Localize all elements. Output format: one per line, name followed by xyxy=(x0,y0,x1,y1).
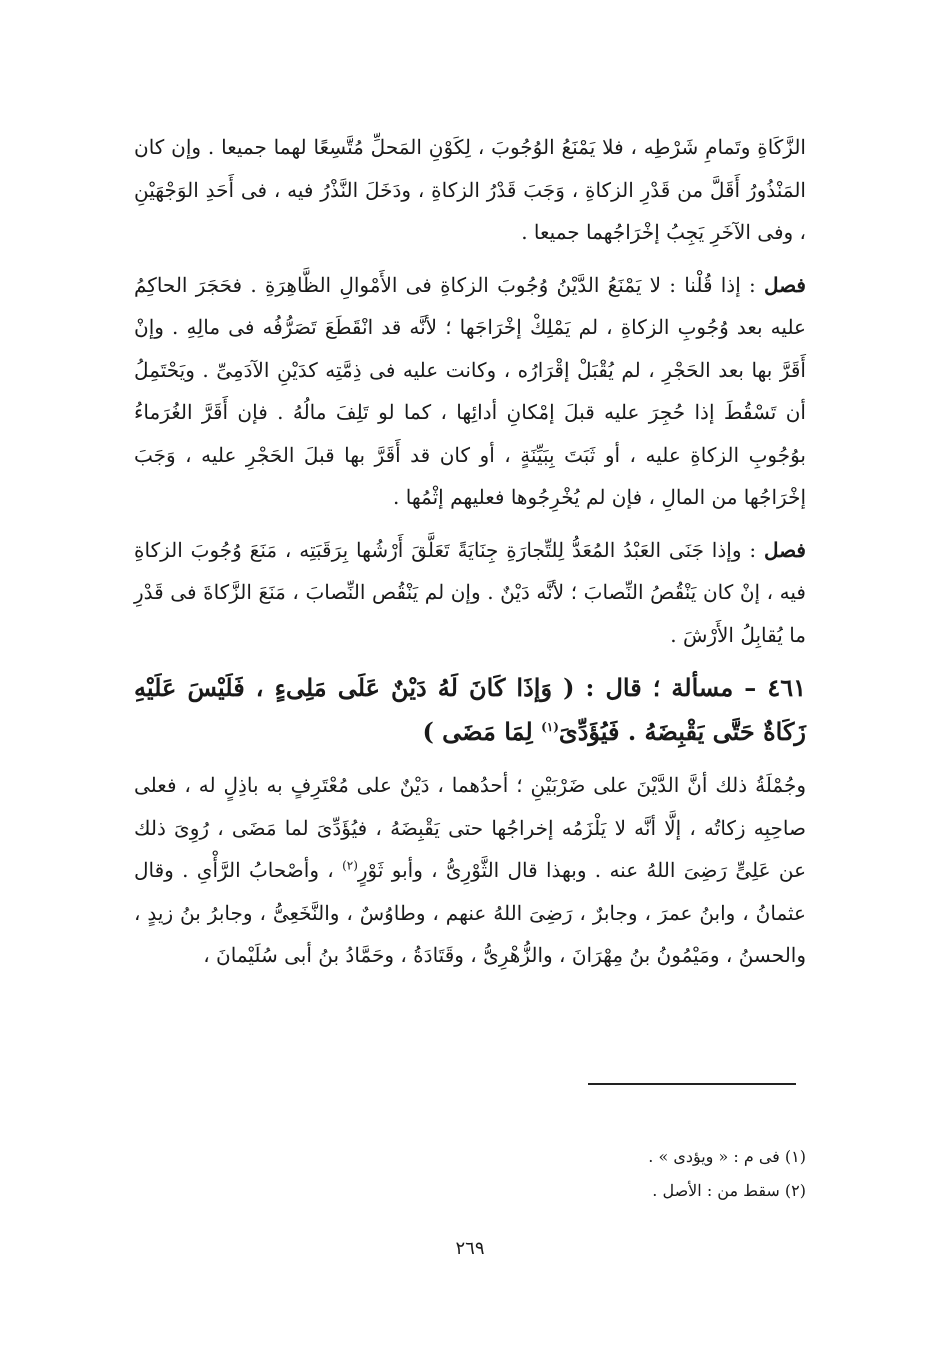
section-label: فصل xyxy=(763,272,806,297)
paragraph-text: : وإذا جَنَى العَبْدُ المُعَدُّ لِلتِّجارَةِ جِنَايَةً تَعَلَّقَ أَرْشُها بِرَقَبَتِه ، مَنَعَ وُجُوبَ الزكاةِ فيه ، إنْ كان يَنْقُصُ النِّصابَ ؛ لأنَّه دَيْنٌ . وإن لم يَنْقُص النِّصابَ ، مَنَعَ الزَّكاةَ فى قَدْرِ ما يُقابِلُ الأَرْشَ . xyxy=(134,537,806,647)
footnote-1: (١) فى م : « ويؤدى » . xyxy=(648,1147,806,1166)
paragraph-3 xyxy=(134,529,806,657)
footnotes xyxy=(648,1140,806,1208)
footnote-2: (٢) سقط من : الأصل . xyxy=(652,1181,806,1200)
issue-heading xyxy=(134,666,806,754)
footnote-ref-2: (٢) xyxy=(342,858,358,873)
paragraph-text-a: وجُمْلَةُ ذلك أنَّ الدَّيْنَ على ضَرْبَيْنِ ؛ أحدُهما ، دَيْنٌ على مُعْتَرِفٍ به باذِلٍ له ، فعلى صاحِبِه زكاتُه ، إلَّا أنَّه لا يَلْزَمُه إخراجُها حتى يَقْبِضَهُ ، فيُؤَدِّىَ لما مَضَى ، رُوِىَ ذلك عن عَلِىٍّ رَضِىَ اللهُ عنه . وبهذا قال الثَّوْرِىُّ ، وأبو ثَوْرٍ xyxy=(134,773,806,882)
body-text xyxy=(134,126,806,987)
paragraph-text-b: ، وأصْحابُ الرَّأْىِ . وقال عثمانُ ، وابنُ عمرَ ، وجابرٌ ، رَضِىَ اللهُ عنهم ، وطاوُسٌ ، والنَّخَعِىُّ ، وجابرُ بنُ زيدٍ ، والحسنُ ، ومَيْمُونُ بنُ مِهْرَانَ ، والزُّهْرِىُّ ، وقَتَادَةُ ، وحَمَّادُ بنُ أبى سُلَيْمانَ ، xyxy=(134,858,806,967)
paragraph-text: : إذا قُلْنا : لا يَمْنَعُ الدَّيْنُ وُجُوبَ الزكاةِ فى الأَمْوالِ الظَّاهِرَةِ . فحَجَرَ الحاكِمُ عليه بعد وُجُوبِ الزكاةِ ، لم يَمْلِكْ إخْرَاجَها ؛ لأنَّه قد انْقَطَعَ تَصَرُّفُه فى مالِهِ . وإنْ أَقَرَّ بها بعد الحَجْرِ ، لم يُقْبَلْ إقْرَارُه ، وكانت عليه فى ذِمَّتِه كدَيْنِ الآدَمِىِّ . ويَحْتَمِلُ أن تَسْقُطَ إذا حُجِرَ عليه قبلَ إمْكانِ أدائِها ، كما لو تَلِفَ مالُهُ . فإن أَقَرَّ الغُرَماءُ بوُجُوبِ الزكاةِ عليه ، أو ثَبَتَ بِبَيِّنَةٍ ، أو كان قد أَقَرَّ بها قبلَ الحَجْرِ عليه ، وَجَبَ إخْرَاجُها من المالِ ، فإن لم يُخْرِجُوها فعليهم إثْمُها . xyxy=(134,272,806,509)
footnote-divider xyxy=(588,1083,796,1085)
paragraph-4 xyxy=(134,764,806,977)
paragraph-2 xyxy=(134,264,806,519)
footnote-ref-1: (١) xyxy=(541,720,559,734)
section-label: فصل xyxy=(763,537,806,562)
page-number: ٢٦٩ xyxy=(455,1238,485,1259)
issue-text-b: لِمَا مَضَى ) xyxy=(422,717,533,746)
paragraph-1: الزَّكَاةِ وتَمامِ شَرْطِه ، فلا يَمْنَعُ الوُجُوبَ ، لِكَوْنِ المَحلِّ مُتَّسِعًا لهما جميعا . وإن كان المَنْذُورُ أَقَلَّ من قَدْرِ الزكاةِ ، وَجَبَ قَدْرُ الزكاةِ ، ودَخَلَ النَّذْرُ فيه ، فى أَحَدِ الوَجْهَيْنِ ، وفى الآخَرِ يَجِبُ إخْرَاجُهما جميعا . xyxy=(134,135,806,244)
issue-number: ٤٦١ xyxy=(767,673,806,702)
issue-text-a: – مسألة ؛ قال : ( وَإذَا كَانَ لَهُ دَيْنٌ عَلَى مَلِىءٍ ، فَلَيْسَ عَلَيْهِ زَكَاةٌ حَتَّى يَقْبِضَهُ . فَيُؤَدِّىَ xyxy=(134,673,806,746)
